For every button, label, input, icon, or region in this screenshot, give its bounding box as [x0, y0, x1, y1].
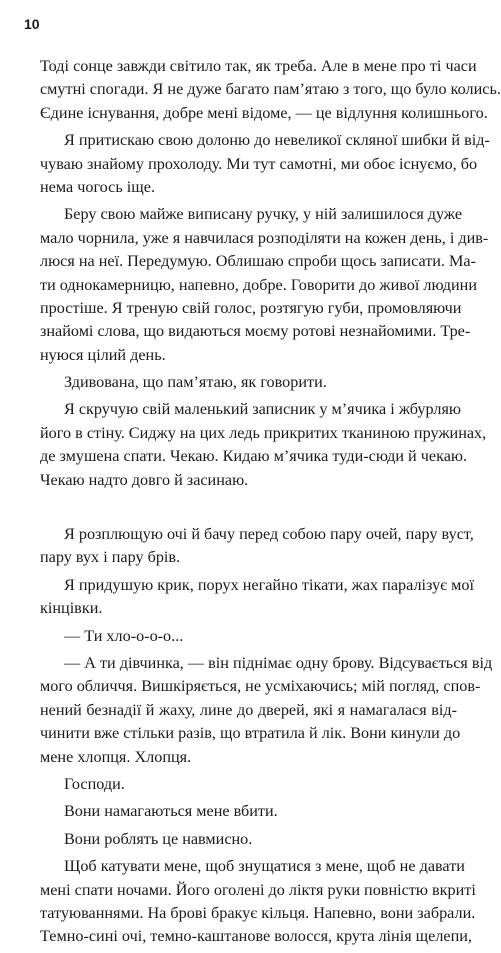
text-line: Я притискаю свою долоню до невеликої скляної шибки й від- — [64, 131, 490, 150]
paragraph — [40, 523, 474, 570]
text-line: Вони роблять це навмисно. — [64, 829, 253, 848]
text-line: Тоді сонце завжди світило так, як треба. Але в мене про ті часи — [40, 57, 477, 75]
text-line: Щоб катувати мене, щоб знущатися з мене, щоб не давати — [64, 857, 465, 876]
paragraph — [40, 773, 457, 796]
text-line: пару вух і пару брів. — [40, 548, 181, 567]
text-line: смутні спогади. Я не дуже багато пам’ятаю з того, що було колись. — [40, 80, 501, 99]
text-line: мене хлопця. Хлопця. — [40, 747, 192, 766]
text-line: мого обличчя. Вишкіряється, не усміхаючись; мій погляд, спов- — [40, 677, 481, 696]
paragraph — [40, 574, 474, 621]
paragraph — [40, 371, 457, 394]
text-line: — А ти дівчинка, — він піднімає одну брову. Відсувається від — [64, 653, 493, 672]
text-line: нуюся цілий день. — [40, 345, 166, 364]
text-line: Чекаю надто довго й засинаю. — [40, 470, 249, 489]
text-line: люся на неї. Передумую. Облишаю спроби щось записати. Ма- — [40, 252, 477, 271]
text-line: ти однокамерницю, напевно, добре. Говорити до живої людини — [40, 275, 477, 294]
text-line: мені спати ночами. Його оголені до ліктя руки повністю вкриті — [40, 880, 476, 899]
paragraph — [40, 129, 490, 199]
text-line: Я скручую свій маленький записник у м’ячика і жбурляю — [64, 400, 461, 419]
text-line: чуваю знайому прохолоду. Ми тут самотні, ми обоє існуємо, бо — [40, 154, 478, 173]
text-line: нений безнадії й жаху, лине до дверей, які я намагалася від- — [40, 700, 457, 719]
text-line: простіше. Я треную свій голос, розтягую губи, промовляючи — [40, 298, 462, 317]
text-line: Я придушую крик, порух негайно тікати, жах паралізує мої — [64, 575, 474, 594]
text-line: Здивована, що пам’ятаю, як говорити. — [64, 373, 327, 392]
text-line: Єдине існування, добре мені відоме, — це відлуння колишнього. — [40, 103, 488, 122]
paragraph — [40, 203, 489, 367]
paragraph — [40, 625, 457, 648]
text-line: його в стіну. Сиджу на цих ледь прикритих тканиною пружинах, — [40, 423, 487, 442]
scene-break — [40, 496, 457, 523]
paragraph — [40, 828, 457, 851]
paragraph — [40, 55, 501, 125]
text-line: Вони намагаються мене вбити. — [64, 802, 278, 821]
text-line: нема чогось іще. — [40, 177, 155, 196]
text-line: татуюваннями. На брові бракує кільця. Напевно, вони забрали. — [40, 903, 476, 922]
text-line: кінцівки. — [40, 599, 103, 618]
text-line: знайомі слова, що видаються моєму ротові незнайомими. Тре- — [40, 322, 471, 341]
page-number: 10 — [24, 16, 40, 32]
text-line: Беру свою майже виписану ручку, у ній залишилося дуже — [64, 205, 463, 224]
text-line: де змушена спати. Чекаю. Кидаю м’ячика туди-сюди й чекаю. — [40, 447, 468, 466]
text-line: Я розплющую очі й бачу перед собою пару очей, пару вуст, — [64, 525, 474, 544]
text-line: мало чорнила, уже я навчилася розподіляти на кожен день, і див- — [40, 228, 489, 247]
text-line: чинити вже стільки разів, що втратила й лік. Вони кинули до — [40, 724, 461, 743]
text-line: Темно-сині очі, темно-каштанове волосся, крута лінія щелепи, — [40, 927, 472, 946]
paragraph — [40, 652, 493, 769]
paragraph — [40, 855, 476, 949]
text-line: — Ти хло-о-о-о... — [64, 626, 184, 645]
text-body — [40, 55, 501, 953]
text-line: Господи. — [64, 774, 125, 793]
paragraph — [40, 398, 487, 492]
paragraph — [40, 800, 457, 823]
